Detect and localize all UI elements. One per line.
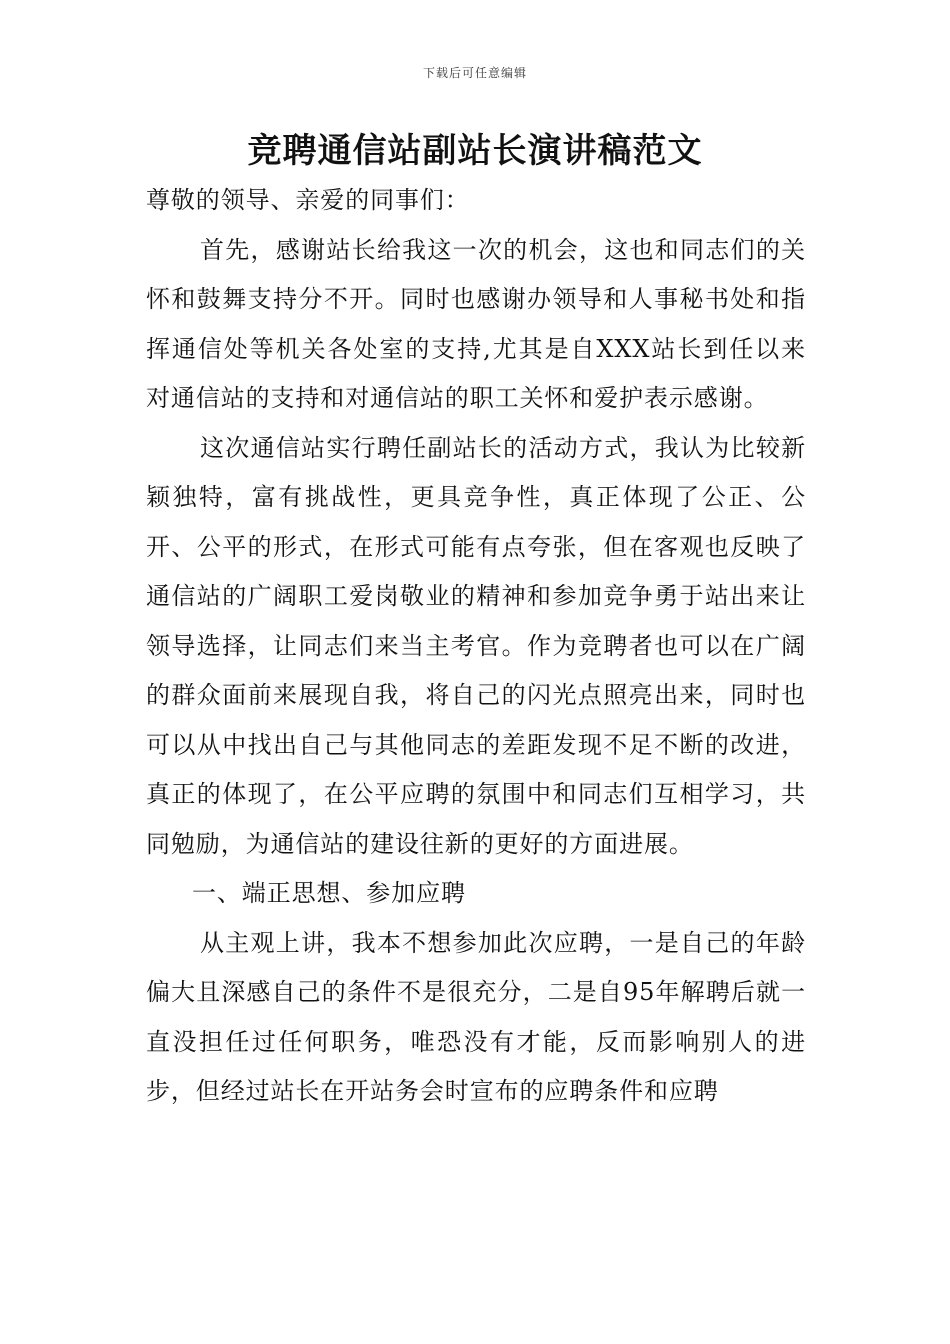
document-title: 竞聘通信站副站长演讲稿范文	[247, 131, 703, 171]
section-heading-1: 一、端正思想、参加应聘	[192, 879, 466, 907]
header-note: 下载后可任意编辑	[422, 66, 527, 80]
document-body	[146, 176, 806, 1117]
paragraph-thanks: 首先，感谢站长给我这一次的机会，这也和同志们的关怀和鼓舞支持分不开。同时也感谢办领导和人事秘书处和指挥通信处等机关各处室的支持,尤其是自XXX站长到任以来对通信站的支持和对通信站的职工关怀和爱护表示感谢。	[146, 235, 806, 412]
paragraph-motivation: 从主观上讲，我本不想参加此次应聘，一是自己的年龄偏大且深感自己的条件不是很充分，二是自95年解聘后就一直没担任过任何职务，唯恐没有才能，反而影响别人的进步，但经过站长在开站务会时宣布的应聘条件和应聘	[146, 928, 806, 1105]
salutation: 尊敬的领导、亲爱的同事们：	[146, 186, 470, 214]
paragraph-recruitment-method: 这次通信站实行聘任副站长的活动方式，我认为比较新颖独特，富有挑战性，更具竞争性，真正体现了公正、公开、公平的形式，在形式可能有点夸张，但在客观也反映了通信站的广阔职工爱岗敬业的精神和参加竞争勇于站出来让领导选择，让同志们来当主考官。作为竞聘者也可以在广阔的群众面前来展现自我，将自己的闪光点照亮出来，同时也可以从中找出自己与其他同志的差距发现不足不断的改进，真正的体现了，在公平应聘的氛围中和同志们互相学习，共同勉励，为通信站的建设往新的更好的方面进展。	[146, 433, 806, 858]
